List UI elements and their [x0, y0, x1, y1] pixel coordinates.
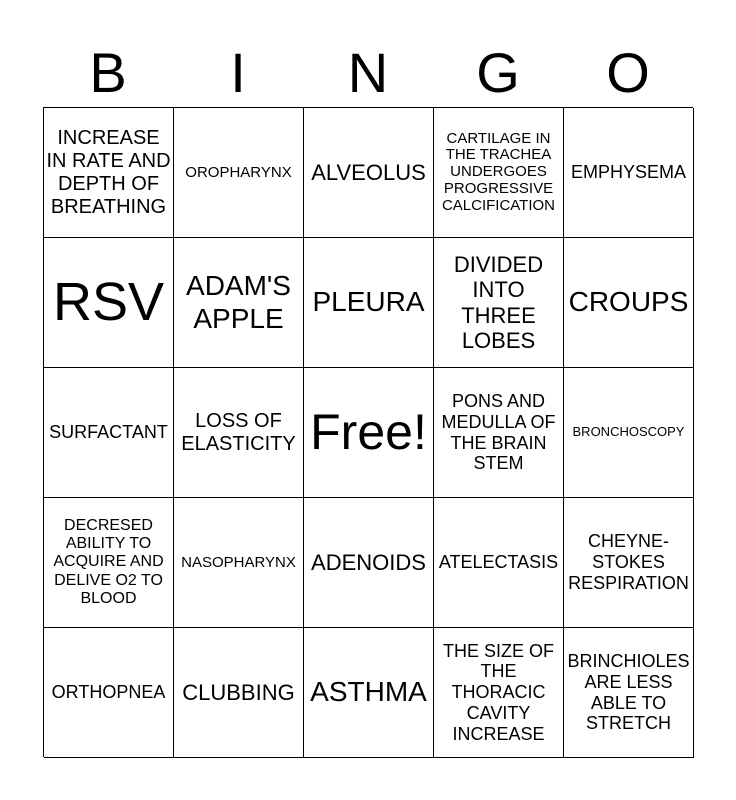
bingo-cell-free[interactable]: Free! [304, 368, 434, 498]
bingo-cell-r0-c4[interactable]: EMPHYSEMA [564, 108, 694, 238]
bingo-cell-r0-c3[interactable]: CARTILAGE IN THE TRACHEA UNDERGOES PROGRESSIVE CALCIFICATION [434, 108, 564, 238]
bingo-cell-r2-c0[interactable]: SURFACTANT [44, 368, 174, 498]
bingo-header [43, 40, 693, 106]
bingo-cell-r3-c3[interactable]: ATELECTASIS [434, 498, 564, 628]
bingo-cell-r3-c2[interactable]: ADENOIDS [304, 498, 434, 628]
bingo-cell-r1-c4[interactable]: CROUPS [564, 238, 694, 368]
bingo-cell-r3-c4[interactable]: CHEYNE-STOKES RESPIRATION [564, 498, 694, 628]
bingo-cell-r4-c4[interactable]: BRINCHIOLES ARE LESS ABLE TO STRETCH [564, 628, 694, 758]
header-letter-b: B [89, 41, 127, 104]
bingo-cell-r4-c2[interactable]: ASTHMA [304, 628, 434, 758]
header-letter-o: O [606, 41, 650, 104]
bingo-cell-r4-c3[interactable]: THE SIZE OF THE THORACIC CAVITY INCREASE [434, 628, 564, 758]
bingo-cell-r2-c3[interactable]: PONS AND MEDULLA OF THE BRAIN STEM [434, 368, 564, 498]
bingo-cell-r0-c2[interactable]: ALVEOLUS [304, 108, 434, 238]
bingo-cell-r0-c1[interactable]: OROPHARYNX [174, 108, 304, 238]
bingo-cell-r1-c1[interactable]: ADAM'S APPLE [174, 238, 304, 368]
bingo-cell-r2-c4[interactable]: BRONCHOSCOPY [564, 368, 694, 498]
bingo-cell-r1-c3[interactable]: DIVIDED INTO THREE LOBES [434, 238, 564, 368]
bingo-cell-r4-c1[interactable]: CLUBBING [174, 628, 304, 758]
header-letter-n: N [347, 41, 389, 104]
bingo-cell-r1-c0[interactable]: RSV [44, 238, 174, 368]
header-letter-i: I [230, 41, 246, 104]
bingo-cell-r4-c0[interactable]: ORTHOPNEA [44, 628, 174, 758]
bingo-cell-r3-c0[interactable]: DECRESED ABILITY TO ACQUIRE AND DELIVE O2 TO BLOOD [44, 498, 174, 628]
header-letter-g: G [476, 41, 520, 104]
bingo-cell-r2-c1[interactable]: LOSS OF ELASTICITY [174, 368, 304, 498]
bingo-cell-r1-c2[interactable]: PLEURA [304, 238, 434, 368]
bingo-cell-r0-c0[interactable]: INCREASE IN RATE AND DEPTH OF BREATHING [44, 108, 174, 238]
bingo-cell-r3-c1[interactable]: NASOPHARYNX [174, 498, 304, 628]
bingo-board [43, 107, 693, 757]
